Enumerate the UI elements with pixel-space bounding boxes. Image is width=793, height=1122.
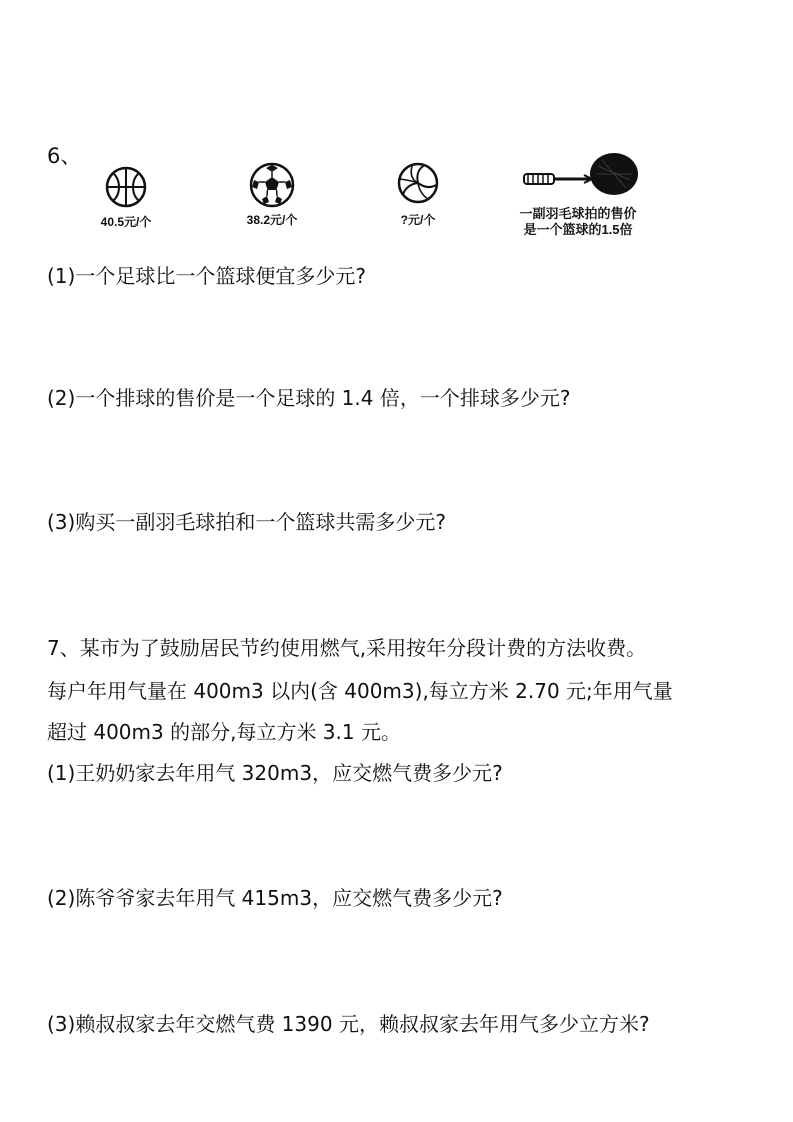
badminton-racket-item bbox=[508, 150, 648, 238]
badminton-racket-icon bbox=[522, 150, 642, 202]
question-6-part-1: (1)一个足球比一个篮球便宜多少元? bbox=[47, 264, 366, 288]
question-7-intro-line-1: 7、某市为了鼓励居民节约使用燃气,采用按年分段计费的方法收费。 bbox=[47, 636, 647, 660]
badminton-racket-caption-line-2: 是一个篮球的1.5倍 bbox=[523, 222, 633, 237]
basketball-price: 40.5元/个 bbox=[100, 215, 152, 229]
volleyball-icon bbox=[397, 162, 439, 204]
basketball-icon bbox=[105, 166, 147, 208]
soccer-ball-item bbox=[232, 162, 312, 228]
soccer-ball-price: 38.2元/个 bbox=[246, 213, 298, 227]
question-7-intro-line-3: 超过 400m3 的部分,每立方米 3.1 元。 bbox=[47, 720, 401, 744]
question-7-part-1: (1)王奶奶家去年用气 320m3，应交燃气费多少元? bbox=[47, 761, 503, 785]
badminton-racket-caption-line-1: 一副羽毛球拍的售价 bbox=[519, 206, 637, 221]
volleyball-price: ?元/个 bbox=[400, 213, 436, 227]
soccer-ball-icon bbox=[249, 162, 295, 208]
question-7-part-2: (2)陈爷爷家去年用气 415m3，应交燃气费多少元? bbox=[47, 886, 503, 910]
question-6-part-3: (3)购买一副羽毛球拍和一个篮球共需多少元? bbox=[47, 510, 446, 534]
question-7-part-3: (3)赖叔叔家去年交燃气费 1390 元，赖叔叔家去年用气多少立方米? bbox=[47, 1012, 650, 1036]
question-6-number: 6、 bbox=[47, 144, 82, 168]
question-6-part-2: (2)一个排球的售价是一个足球的 1.4 倍，一个排球多少元? bbox=[47, 386, 571, 410]
question-7-intro-line-2: 每户年用气量在 400m3 以内(含 400m3),每立方米 2.70 元;年用气量 bbox=[47, 679, 673, 703]
basketball-item bbox=[86, 166, 166, 230]
volleyball-item bbox=[378, 162, 458, 228]
